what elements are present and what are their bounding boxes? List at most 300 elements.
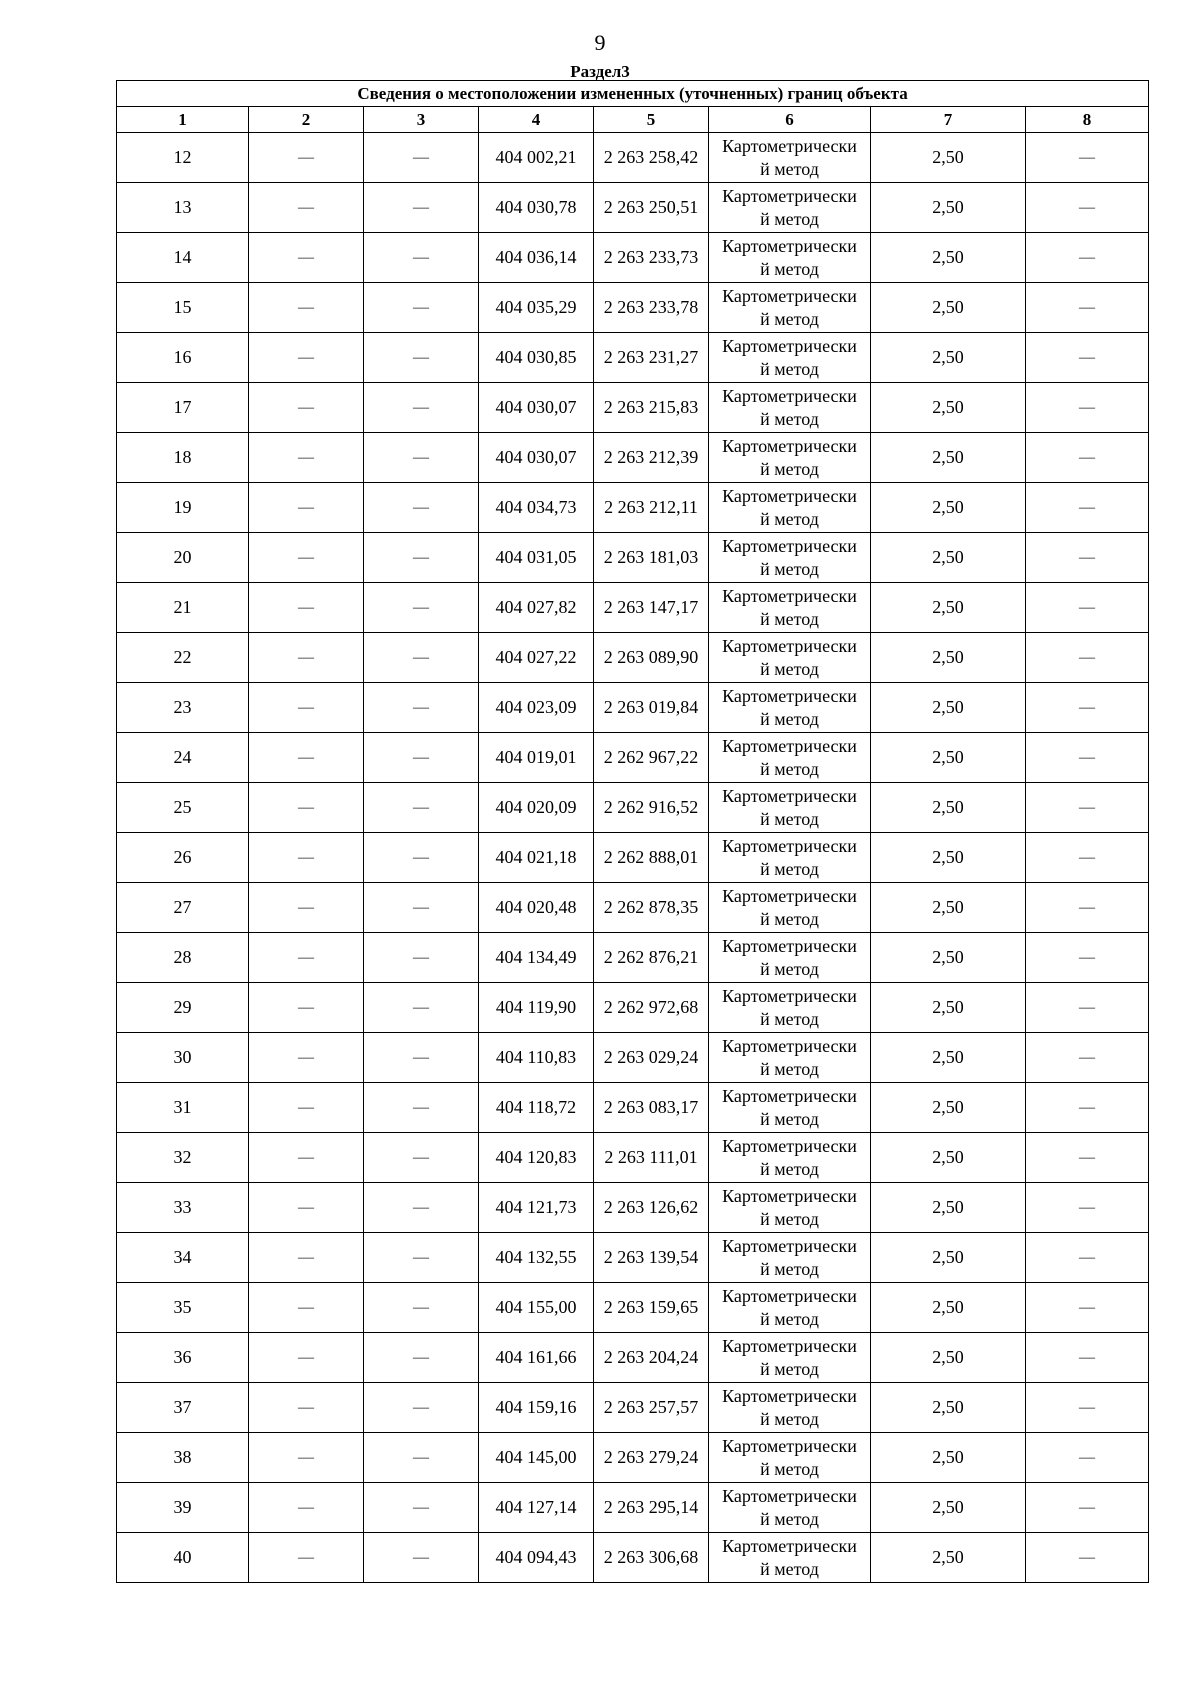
precision-cell: 2,50 (871, 1533, 1026, 1583)
empty-dash-cell: — (249, 1083, 364, 1133)
y-coordinate-cell: 2 263 181,03 (594, 533, 709, 583)
column-number: 2 (249, 107, 364, 133)
empty-dash-cell: — (249, 1533, 364, 1583)
table-row (117, 533, 1149, 583)
method-line-2: й метод (760, 308, 819, 329)
empty-dash-cell: — (249, 833, 364, 883)
empty-dash-cell: — (249, 883, 364, 933)
empty-dash-cell: — (364, 1333, 479, 1383)
precision-cell: 2,50 (871, 1433, 1026, 1483)
x-coordinate-cell: 404 120,83 (479, 1133, 594, 1183)
empty-dash-cell: — (364, 1383, 479, 1433)
method-line-1: Картометрически (722, 485, 857, 506)
x-coordinate-cell: 404 155,00 (479, 1283, 594, 1333)
empty-dash-cell: — (1026, 133, 1149, 183)
empty-dash-cell: — (249, 933, 364, 983)
empty-dash-cell: — (1026, 483, 1149, 533)
precision-cell: 2,50 (871, 833, 1026, 883)
method-line-2: й метод (760, 1458, 819, 1479)
y-coordinate-cell: 2 262 972,68 (594, 983, 709, 1033)
empty-dash-cell: — (364, 233, 479, 283)
empty-dash-cell: — (249, 583, 364, 633)
x-coordinate-cell: 404 027,82 (479, 583, 594, 633)
precision-cell: 2,50 (871, 433, 1026, 483)
y-coordinate-cell: 2 263 204,24 (594, 1333, 709, 1383)
method-line-2: й метод (760, 208, 819, 229)
method-line-1: Картометрически (722, 335, 857, 356)
empty-dash-cell: — (1026, 1533, 1149, 1583)
point-number-cell: 38 (117, 1433, 249, 1483)
precision-cell: 2,50 (871, 733, 1026, 783)
precision-cell: 2,50 (871, 1283, 1026, 1333)
method-line-1: Картометрически (722, 685, 857, 706)
empty-dash-cell: — (364, 733, 479, 783)
method-cell (709, 733, 871, 783)
precision-cell: 2,50 (871, 1183, 1026, 1233)
empty-dash-cell: — (364, 133, 479, 183)
y-coordinate-cell: 2 263 126,62 (594, 1183, 709, 1233)
x-coordinate-cell: 404 031,05 (479, 533, 594, 583)
empty-dash-cell: — (1026, 1133, 1149, 1183)
precision-cell: 2,50 (871, 1133, 1026, 1183)
method-cell (709, 783, 871, 833)
y-coordinate-cell: 2 263 089,90 (594, 633, 709, 683)
method-line-2: й метод (760, 1058, 819, 1079)
x-coordinate-cell: 404 145,00 (479, 1433, 594, 1483)
empty-dash-cell: — (249, 733, 364, 783)
empty-dash-cell: — (364, 683, 479, 733)
empty-dash-cell: — (1026, 1033, 1149, 1083)
method-cell (709, 133, 871, 183)
point-number-cell: 26 (117, 833, 249, 883)
empty-dash-cell: — (364, 1283, 479, 1333)
y-coordinate-cell: 2 262 876,21 (594, 933, 709, 983)
x-coordinate-cell: 404 161,66 (479, 1333, 594, 1383)
column-number: 7 (871, 107, 1026, 133)
method-line-1: Картометрически (722, 535, 857, 556)
method-line-2: й метод (760, 908, 819, 929)
method-line-1: Картометрически (722, 285, 857, 306)
method-line-1: Картометрически (722, 1485, 857, 1506)
table-row (117, 1283, 1149, 1333)
column-number: 6 (709, 107, 871, 133)
point-number-cell: 33 (117, 1183, 249, 1233)
method-cell (709, 1283, 871, 1333)
empty-dash-cell: — (1026, 1383, 1149, 1433)
x-coordinate-cell: 404 030,78 (479, 183, 594, 233)
precision-cell: 2,50 (871, 1333, 1026, 1383)
table-row (117, 1133, 1149, 1183)
point-number-cell: 27 (117, 883, 249, 933)
column-number: 4 (479, 107, 594, 133)
empty-dash-cell: — (1026, 733, 1149, 783)
table-row (117, 233, 1149, 283)
table-row (117, 283, 1149, 333)
y-coordinate-cell: 2 263 250,51 (594, 183, 709, 233)
method-line-2: й метод (760, 608, 819, 629)
method-cell (709, 483, 871, 533)
empty-dash-cell: — (364, 1433, 479, 1483)
method-line-2: й метод (760, 558, 819, 579)
table-row (117, 1033, 1149, 1083)
table-row (117, 783, 1149, 833)
method-line-1: Картометрически (722, 235, 857, 256)
precision-cell: 2,50 (871, 383, 1026, 433)
empty-dash-cell: — (1026, 833, 1149, 883)
y-coordinate-cell: 2 263 019,84 (594, 683, 709, 733)
table-row (117, 133, 1149, 183)
coordinates-table (116, 80, 1149, 1583)
empty-dash-cell: — (364, 1083, 479, 1133)
precision-cell: 2,50 (871, 683, 1026, 733)
precision-cell: 2,50 (871, 1483, 1026, 1533)
method-cell (709, 433, 871, 483)
point-number-cell: 20 (117, 533, 249, 583)
empty-dash-cell: — (364, 933, 479, 983)
precision-cell: 2,50 (871, 533, 1026, 583)
table-row (117, 983, 1149, 1033)
precision-cell: 2,50 (871, 583, 1026, 633)
column-number: 5 (594, 107, 709, 133)
point-number-cell: 30 (117, 1033, 249, 1083)
method-line-2: й метод (760, 1508, 819, 1529)
empty-dash-cell: — (364, 1133, 479, 1183)
y-coordinate-cell: 2 263 029,24 (594, 1033, 709, 1083)
point-number-cell: 22 (117, 633, 249, 683)
table-row (117, 583, 1149, 633)
empty-dash-cell: — (1026, 683, 1149, 733)
method-cell (709, 233, 871, 283)
method-cell (709, 1533, 871, 1583)
method-line-2: й метод (760, 1258, 819, 1279)
method-line-1: Картометрически (722, 985, 857, 1006)
method-line-1: Картометрически (722, 835, 857, 856)
empty-dash-cell: — (364, 983, 479, 1033)
empty-dash-cell: — (249, 1333, 364, 1383)
method-line-2: й метод (760, 1308, 819, 1329)
precision-cell: 2,50 (871, 1033, 1026, 1083)
precision-cell: 2,50 (871, 183, 1026, 233)
y-coordinate-cell: 2 263 083,17 (594, 1083, 709, 1133)
precision-cell: 2,50 (871, 983, 1026, 1033)
method-line-1: Картометрически (722, 1285, 857, 1306)
x-coordinate-cell: 404 119,90 (479, 983, 594, 1033)
method-line-1: Картометрически (722, 1085, 857, 1106)
y-coordinate-cell: 2 263 257,57 (594, 1383, 709, 1433)
table-row (117, 883, 1149, 933)
method-line-1: Картометрически (722, 785, 857, 806)
x-coordinate-cell: 404 030,07 (479, 383, 594, 433)
x-coordinate-cell: 404 002,21 (479, 133, 594, 183)
page-number: 9 (594, 30, 606, 55)
section-title: Раздел3 (570, 62, 630, 81)
y-coordinate-cell: 2 263 258,42 (594, 133, 709, 183)
y-coordinate-cell: 2 263 159,65 (594, 1283, 709, 1333)
method-cell (709, 1183, 871, 1233)
empty-dash-cell: — (1026, 1433, 1149, 1483)
method-line-1: Картометрически (722, 1235, 857, 1256)
precision-cell: 2,50 (871, 933, 1026, 983)
y-coordinate-cell: 2 263 233,78 (594, 283, 709, 333)
x-coordinate-cell: 404 019,01 (479, 733, 594, 783)
method-cell (709, 1483, 871, 1533)
empty-dash-cell: — (1026, 183, 1149, 233)
precision-cell: 2,50 (871, 633, 1026, 683)
x-coordinate-cell: 404 118,72 (479, 1083, 594, 1133)
x-coordinate-cell: 404 030,85 (479, 333, 594, 383)
empty-dash-cell: — (1026, 533, 1149, 583)
method-line-2: й метод (760, 708, 819, 729)
method-line-1: Картометрически (722, 735, 857, 756)
empty-dash-cell: — (364, 433, 479, 483)
empty-dash-cell: — (1026, 933, 1149, 983)
method-line-1: Картометрически (722, 1335, 857, 1356)
empty-dash-cell: — (364, 333, 479, 383)
empty-dash-cell: — (364, 1233, 479, 1283)
x-coordinate-cell: 404 034,73 (479, 483, 594, 533)
table-row (117, 733, 1149, 783)
empty-dash-cell: — (364, 883, 479, 933)
empty-dash-cell: — (1026, 1333, 1149, 1383)
point-number-cell: 12 (117, 133, 249, 183)
x-coordinate-cell: 404 121,73 (479, 1183, 594, 1233)
empty-dash-cell: — (364, 533, 479, 583)
empty-dash-cell: — (249, 633, 364, 683)
method-cell (709, 1083, 871, 1133)
method-cell (709, 333, 871, 383)
empty-dash-cell: — (1026, 633, 1149, 683)
table-row (117, 1083, 1149, 1133)
y-coordinate-cell: 2 262 878,35 (594, 883, 709, 933)
point-number-cell: 32 (117, 1133, 249, 1183)
empty-dash-cell: — (249, 1283, 364, 1333)
method-cell (709, 283, 871, 333)
precision-cell: 2,50 (871, 1083, 1026, 1133)
method-line-2: й метод (760, 658, 819, 679)
table-row (117, 1383, 1149, 1433)
point-number-cell: 40 (117, 1533, 249, 1583)
empty-dash-cell: — (364, 1533, 479, 1583)
precision-cell: 2,50 (871, 233, 1026, 283)
empty-dash-cell: — (249, 1383, 364, 1433)
method-line-2: й метод (760, 358, 819, 379)
empty-dash-cell: — (1026, 333, 1149, 383)
empty-dash-cell: — (249, 1033, 364, 1083)
x-coordinate-cell: 404 132,55 (479, 1233, 594, 1283)
point-number-cell: 19 (117, 483, 249, 533)
method-cell (709, 633, 871, 683)
table-caption: Сведения о местоположении измененных (уточненных) границ объекта (117, 81, 1149, 107)
method-line-1: Картометрически (722, 1035, 857, 1056)
method-line-1: Картометрически (722, 135, 857, 156)
precision-cell: 2,50 (871, 133, 1026, 183)
table-row (117, 833, 1149, 883)
x-coordinate-cell: 404 035,29 (479, 283, 594, 333)
empty-dash-cell: — (1026, 1183, 1149, 1233)
point-number-cell: 31 (117, 1083, 249, 1133)
method-cell (709, 183, 871, 233)
empty-dash-cell: — (1026, 983, 1149, 1033)
empty-dash-cell: — (364, 833, 479, 883)
point-number-cell: 24 (117, 733, 249, 783)
empty-dash-cell: — (364, 283, 479, 333)
precision-cell: 2,50 (871, 1383, 1026, 1433)
table-row (117, 933, 1149, 983)
empty-dash-cell: — (249, 983, 364, 1033)
empty-dash-cell: — (249, 683, 364, 733)
method-cell (709, 683, 871, 733)
point-number-cell: 14 (117, 233, 249, 283)
y-coordinate-cell: 2 263 231,27 (594, 333, 709, 383)
empty-dash-cell: — (249, 1483, 364, 1533)
empty-dash-cell: — (364, 783, 479, 833)
empty-dash-cell: — (249, 533, 364, 583)
point-number-cell: 39 (117, 1483, 249, 1533)
column-number-row (117, 107, 1149, 133)
empty-dash-cell: — (249, 483, 364, 533)
table-row (117, 633, 1149, 683)
precision-cell: 2,50 (871, 283, 1026, 333)
method-line-2: й метод (760, 1408, 819, 1429)
method-cell (709, 1333, 871, 1383)
method-line-2: й метод (760, 1358, 819, 1379)
x-coordinate-cell: 404 127,14 (479, 1483, 594, 1533)
x-coordinate-cell: 404 020,48 (479, 883, 594, 933)
method-line-2: й метод (760, 958, 819, 979)
method-cell (709, 383, 871, 433)
method-cell (709, 1383, 871, 1433)
empty-dash-cell: — (249, 433, 364, 483)
column-number: 3 (364, 107, 479, 133)
empty-dash-cell: — (364, 633, 479, 683)
empty-dash-cell: — (249, 133, 364, 183)
empty-dash-cell: — (1026, 883, 1149, 933)
point-number-cell: 37 (117, 1383, 249, 1433)
method-line-2: й метод (760, 1158, 819, 1179)
method-line-1: Картометрически (722, 435, 857, 456)
y-coordinate-cell: 2 263 295,14 (594, 1483, 709, 1533)
point-number-cell: 17 (117, 383, 249, 433)
x-coordinate-cell: 404 159,16 (479, 1383, 594, 1433)
point-number-cell: 34 (117, 1233, 249, 1283)
column-number: 1 (117, 107, 249, 133)
method-line-1: Картометрически (722, 1535, 857, 1556)
y-coordinate-cell: 2 263 233,73 (594, 233, 709, 283)
table-row (117, 1533, 1149, 1583)
empty-dash-cell: — (364, 483, 479, 533)
point-number-cell: 18 (117, 433, 249, 483)
point-number-cell: 15 (117, 283, 249, 333)
table-caption-row (117, 81, 1149, 107)
empty-dash-cell: — (249, 183, 364, 233)
point-number-cell: 16 (117, 333, 249, 383)
table-row (117, 483, 1149, 533)
method-line-1: Картометрически (722, 585, 857, 606)
method-line-1: Картометрически (722, 1435, 857, 1456)
method-line-1: Картометрически (722, 1385, 857, 1406)
table-row (117, 1333, 1149, 1383)
method-line-1: Картометрически (722, 185, 857, 206)
table-row (117, 1233, 1149, 1283)
empty-dash-cell: — (364, 1183, 479, 1233)
method-cell (709, 1133, 871, 1183)
empty-dash-cell: — (364, 183, 479, 233)
method-line-1: Картометрически (722, 1135, 857, 1156)
empty-dash-cell: — (249, 1233, 364, 1283)
point-number-cell: 23 (117, 683, 249, 733)
x-coordinate-cell: 404 094,43 (479, 1533, 594, 1583)
precision-cell: 2,50 (871, 483, 1026, 533)
method-line-2: й метод (760, 408, 819, 429)
method-cell (709, 1233, 871, 1283)
y-coordinate-cell: 2 263 147,17 (594, 583, 709, 633)
method-line-2: й метод (760, 508, 819, 529)
method-line-2: й метод (760, 258, 819, 279)
empty-dash-cell: — (1026, 1233, 1149, 1283)
method-cell (709, 1033, 871, 1083)
empty-dash-cell: — (249, 1183, 364, 1233)
empty-dash-cell: — (364, 1033, 479, 1083)
empty-dash-cell: — (1026, 233, 1149, 283)
method-cell (709, 833, 871, 883)
point-number-cell: 28 (117, 933, 249, 983)
empty-dash-cell: — (249, 1433, 364, 1483)
x-coordinate-cell: 404 020,09 (479, 783, 594, 833)
method-cell (709, 533, 871, 583)
column-number: 8 (1026, 107, 1149, 133)
method-cell (709, 1433, 871, 1483)
y-coordinate-cell: 2 263 306,68 (594, 1533, 709, 1583)
x-coordinate-cell: 404 030,07 (479, 433, 594, 483)
method-line-1: Картометрически (722, 1185, 857, 1206)
x-coordinate-cell: 404 027,22 (479, 633, 594, 683)
method-line-1: Картометрически (722, 385, 857, 406)
point-number-cell: 13 (117, 183, 249, 233)
empty-dash-cell: — (364, 1483, 479, 1533)
method-line-2: й метод (760, 158, 819, 179)
y-coordinate-cell: 2 263 279,24 (594, 1433, 709, 1483)
empty-dash-cell: — (1026, 783, 1149, 833)
y-coordinate-cell: 2 263 111,01 (594, 1133, 709, 1183)
method-cell (709, 883, 871, 933)
empty-dash-cell: — (1026, 383, 1149, 433)
table-row (117, 383, 1149, 433)
point-number-cell: 35 (117, 1283, 249, 1333)
precision-cell: 2,50 (871, 883, 1026, 933)
method-cell (709, 983, 871, 1033)
x-coordinate-cell: 404 110,83 (479, 1033, 594, 1083)
precision-cell: 2,50 (871, 333, 1026, 383)
method-cell (709, 933, 871, 983)
method-line-2: й метод (760, 1558, 819, 1579)
empty-dash-cell: — (1026, 283, 1149, 333)
y-coordinate-cell: 2 263 212,39 (594, 433, 709, 483)
point-number-cell: 36 (117, 1333, 249, 1383)
method-line-1: Картометрически (722, 885, 857, 906)
table-row (117, 1433, 1149, 1483)
method-line-2: й метод (760, 758, 819, 779)
empty-dash-cell: — (249, 1133, 364, 1183)
x-coordinate-cell: 404 023,09 (479, 683, 594, 733)
table-row (117, 1183, 1149, 1233)
empty-dash-cell: — (249, 783, 364, 833)
y-coordinate-cell: 2 262 967,22 (594, 733, 709, 783)
empty-dash-cell: — (1026, 1483, 1149, 1533)
empty-dash-cell: — (249, 283, 364, 333)
y-coordinate-cell: 2 263 212,11 (594, 483, 709, 533)
empty-dash-cell: — (364, 583, 479, 633)
method-line-1: Картометрически (722, 635, 857, 656)
